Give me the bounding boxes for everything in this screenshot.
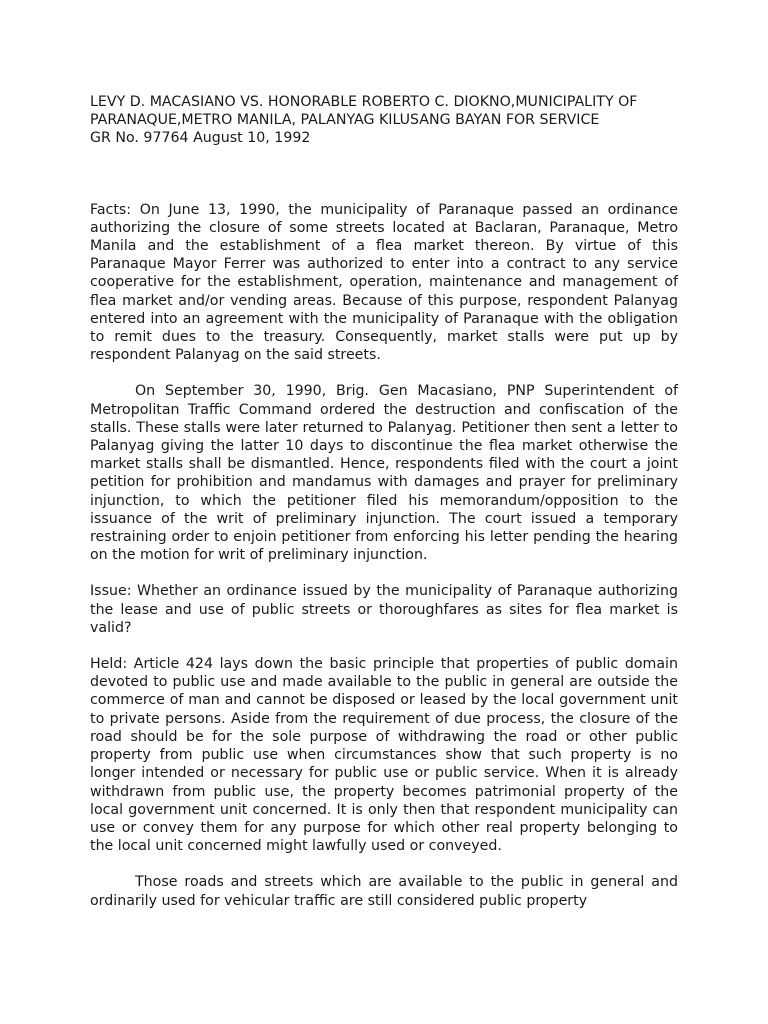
- case-title-line-2: PARANAQUE,METRO MANILA, PALANYAG KILUSANG BAYAN FOR SERVICE: [90, 112, 600, 129]
- held-paragraph: Held: Article 424 lays down the basic principle that properties of public domain devoted to public use and made available to the public in general are outside the commerce of man and cannot be disposed or leased by the local government unit to private persons. Aside from the requirement of due process, the closure of the road should be for the sole purpose of withdrawing the road or other public property from public use when circumstances show that such property is no longer intended or necessary for public use or public service. When it is already withdrawn from public use, the property becomes patrimonial property of the local government unit concerned. It is only then that respondent municipality can use or convey them for any purpose for which other real property belonging to the local unit concerned might lawfully used or conveyed.: [90, 656, 678, 855]
- document-page: [90, 93, 678, 910]
- facts-continuation-paragraph: On September 30, 1990, Brig. Gen Macasiano, PNP Superintendent of Metropolitan Traffic Command ordered the destruction and confiscation of the stalls. These stalls were later returned to Palanyag. Petitioner then sent a letter to Palanyag giving the latter 10 days to discontinue the flea market otherwise the market stalls shall be dismantled. Hence, respondents filed with the court a joint petition for prohibition and mandamus with damages and prayer for preliminary injunction, to which the petitioner filed his memorandum/opposition to the issuance of the writ of preliminary injunction. The court issued a temporary restraining order to enjoin petitioner from enforcing his letter pending the hearing on the motion for writ of preliminary injunction.: [90, 383, 678, 564]
- facts-paragraph: Facts: On June 13, 1990, the municipality of Paranaque passed an ordinance authorizing the closure of some streets located at Baclaran, Paranaque, Metro Manila and the establishment of a flea market thereon. By virtue of this Paranaque Mayor Ferrer was authorized to enter into a contract to any service cooperative for the establishment, operation, maintenance and management of flea market and/or vending areas. Because of this purpose, respondent Palanyag entered into an agreement with the municipality of Paranaque with the obligation to remit dues to the treasury. Consequently, market stalls were put up by respondent Palanyag on the said streets.: [90, 201, 678, 364]
- issue-paragraph: Issue: Whether an ordinance issued by the municipality of Paranaque authorizing the lease and use of public streets or thoroughfares as sites for flea market is valid?: [90, 583, 678, 636]
- held-continuation-paragraph: Those roads and streets which are available to the public in general and ordinarily used for vehicular traffic are still considered public property: [90, 874, 678, 909]
- case-title: [90, 93, 678, 148]
- case-citation: GR No. 97764 August 10, 1992: [90, 130, 311, 147]
- case-title-line-1: LEVY D. MACASIANO VS. HONORABLE ROBERTO C. DIOKNO,MUNICIPALITY OF: [90, 94, 638, 110]
